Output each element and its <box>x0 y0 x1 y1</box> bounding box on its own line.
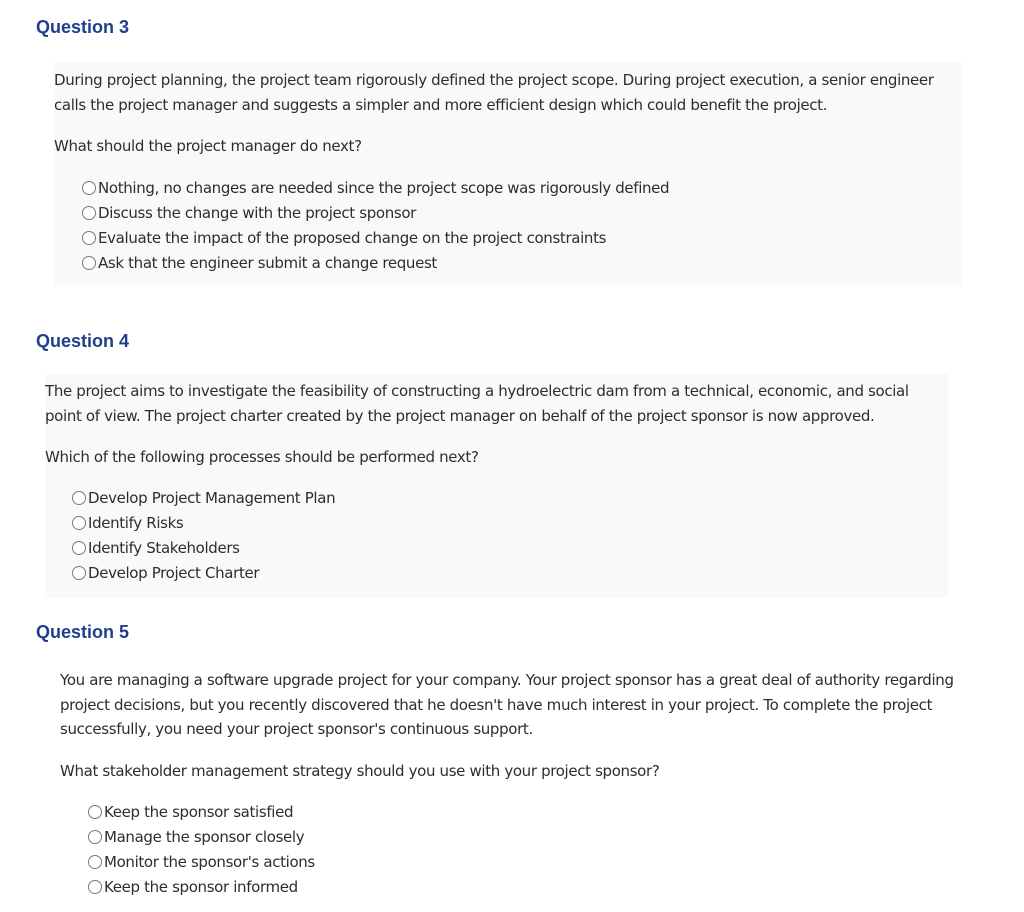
radio-button[interactable] <box>72 541 86 555</box>
option-label: Identify Risks <box>88 514 184 532</box>
radio-button[interactable] <box>88 830 102 844</box>
question-5-text: You are managing a software upgrade project for your company. Your project sponsor has a great deal of authority regarding project decisions, but you recently discovered that he doesn't have much interest in your project. To complete the project successfully, you need your project sponsor's continuous support. <box>60 671 954 738</box>
question-5-option-3[interactable] <box>88 849 960 874</box>
question-4-prompt: Which of the following processes should be performed next? <box>45 448 479 466</box>
question-5-option-2[interactable] <box>88 824 960 849</box>
question-4-options <box>72 486 948 586</box>
option-label: Ask that the engineer submit a change request <box>98 254 437 272</box>
question-3-text: During project planning, the project team rigorously defined the project scope. During project execution, a senior engineer calls the project manager and suggests a simpler and more efficient design which could benefit the project. <box>54 71 934 114</box>
radio-button[interactable] <box>82 181 96 195</box>
question-5-options <box>88 799 960 899</box>
option-label: Keep the sponsor informed <box>104 877 298 896</box>
option-label: Monitor the sponsor's actions <box>104 852 315 871</box>
question-5-option-4[interactable] <box>88 874 960 899</box>
radio-button[interactable] <box>88 805 102 819</box>
question-3-option-1[interactable] <box>82 176 962 201</box>
radio-button[interactable] <box>82 231 96 245</box>
question-5-prompt: What stakeholder management strategy should you use with your project sponsor? <box>60 761 660 780</box>
question-4-panel <box>45 374 948 598</box>
question-3-option-4[interactable] <box>82 251 962 276</box>
question-3-panel <box>54 62 962 285</box>
option-label: Nothing, no changes are needed since the project scope was rigorously defined <box>98 179 670 197</box>
question-4-option-4[interactable] <box>72 561 948 586</box>
option-label: Develop Project Charter <box>88 564 260 582</box>
radio-button[interactable] <box>82 206 96 220</box>
question-4-title: Question 4 <box>36 331 130 351</box>
option-label: Keep the sponsor satisfied <box>104 802 294 821</box>
radio-button[interactable] <box>88 855 102 869</box>
question-3-option-3[interactable] <box>82 226 962 251</box>
option-label: Identify Stakeholders <box>88 539 240 557</box>
question-3-prompt: What should the project manager do next? <box>54 137 362 155</box>
radio-button[interactable] <box>72 491 86 505</box>
option-label: Evaluate the impact of the proposed change on the project constraints <box>98 229 607 247</box>
question-4-option-2[interactable] <box>72 511 948 536</box>
question-3-title: Question 3 <box>36 17 130 37</box>
question-3-option-2[interactable] <box>82 201 962 226</box>
radio-button[interactable] <box>82 256 96 270</box>
radio-button[interactable] <box>88 880 102 894</box>
question-5-title: Question 5 <box>36 622 130 642</box>
question-5-panel <box>60 663 960 903</box>
option-label: Discuss the change with the project sponsor <box>98 204 416 222</box>
option-label: Manage the sponsor closely <box>104 827 305 846</box>
question-4-option-3[interactable] <box>72 536 948 561</box>
question-4-option-1[interactable] <box>72 486 948 511</box>
question-5-option-1[interactable] <box>88 799 960 824</box>
radio-button[interactable] <box>72 516 86 530</box>
question-4-text: The project aims to investigate the feasibility of constructing a hydroelectric dam from a technical, economic, and social point of view. The project charter created by the project manager on behalf of the project sponsor is now approved. <box>45 382 909 425</box>
radio-button[interactable] <box>72 566 86 580</box>
option-label: Develop Project Management Plan <box>88 489 336 507</box>
question-3-options <box>82 176 962 276</box>
